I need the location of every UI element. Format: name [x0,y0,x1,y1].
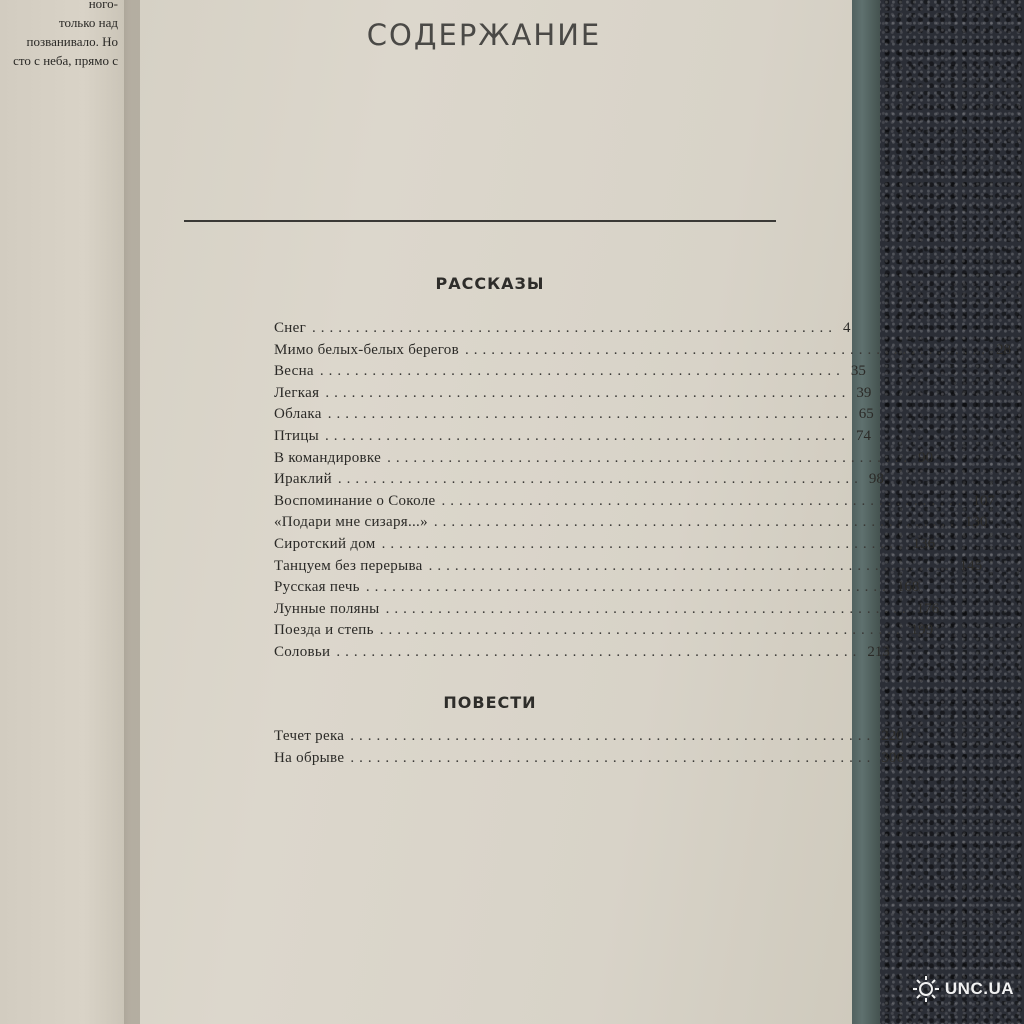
toc-entry [274,534,936,556]
left-page-line: позванивало. Но [26,34,118,49]
toc-leader-dots: ............................................................ [350,728,876,744]
toc-entry [274,469,884,491]
section-heading-stories: РАССКАЗЫ [435,274,545,293]
toc-entry-page: 39 [856,384,872,401]
toc-entry-page: 74 [856,427,872,444]
toc-entry [274,491,995,513]
toc-entry-title: Русская печь [274,579,360,596]
toc-entry-page: 107 [972,492,995,509]
toc-entry [274,318,851,340]
watermark-text: UNC.UA [944,979,1014,998]
toc-leader-dots: ............................................................ [327,406,853,423]
toc-entry-page: 220 [881,728,904,744]
toc-entry-page: 35 [850,363,866,380]
left-page [0,0,140,1024]
left-page-line: только над [58,15,118,30]
toc-entry-page: 28 [995,341,1011,358]
toc-entry-page: 176 [916,600,940,617]
toc-entry [274,726,904,748]
toc-entry [274,577,920,599]
toc-entry-title: Мимо белых-белых берегов [274,341,459,358]
toc-entry-title: «Подари мне сизаря...» [274,514,428,531]
toc-entry-title: Весна [274,363,314,380]
toc-entry-title: Сиротский дом [274,535,376,552]
toc-entry-title: Соловьи [274,643,331,660]
toc-leader-dots: ............................................................ [381,535,907,552]
toc-entry-title: Лунные поляны [274,600,380,617]
toc-entry-title: Птицы [274,427,320,444]
left-page-line: сто с неба, прямо с [13,53,118,68]
toc-leader-dots: ............................................................ [464,341,990,358]
toc-leader-dots: ............................................................ [433,514,959,531]
toc-entry [274,340,1011,362]
title-divider [184,220,776,222]
toc-leader-dots: ............................................................ [325,427,851,444]
toc-leader-dots: ............................................................ [385,600,911,617]
toc-leader-dots: ............................................................ [428,557,954,574]
toc-entry-title: Воспоминание о Соколе [274,492,436,509]
toc-entry-title: Легкая [274,384,320,401]
toc-entry-title: В командировке [274,449,382,466]
toc-leader-dots: ............................................................ [336,643,862,660]
toc-entry-title: Ираклий [274,471,332,488]
toc-entry-title: Течет река [274,728,345,744]
toc-leader-dots: ............................................................ [325,384,851,401]
toc-entry [274,448,934,470]
toc-leader-dots: ............................................................ [365,579,891,596]
toc-entry-page: 136 [912,535,936,552]
toc-entry [274,383,872,405]
toc-entry [274,620,934,642]
toc-leader-dots: ............................................................ [441,492,967,509]
toc-entry-page: 130 [964,514,988,531]
toc-entry [274,642,890,664]
toc-entry [274,512,988,534]
toc-entry-page: 65 [858,406,874,423]
toc-entry [274,426,872,448]
toc-entry-title: На обрыве [274,749,345,766]
toc-entry-title: Снег [274,320,307,336]
toc-entry-title: Поезда и степь [274,622,374,639]
page-title: СОДЕРЖАНИЕ [366,18,602,52]
toc-entry-page: 4 [843,320,851,336]
toc-entry-page: 306 [881,749,904,766]
left-page-text [0,0,134,70]
toc-leader-dots: ............................................................ [312,320,838,336]
toc-entry [274,748,904,770]
watermark [911,974,1014,1004]
toc-leader-dots: ............................................................ [387,449,913,466]
toc-leader-dots: ............................................................ [379,622,905,639]
toc-entry-page: 213 [867,643,890,660]
toc-leader-dots: ............................................................ [337,471,863,488]
toc-entry-page: 90 [918,449,934,466]
toc-list-novellas [274,726,904,769]
toc-entry-title: Облака [274,406,322,423]
toc-entry [274,599,940,621]
toc-leader-dots: ............................................................ [350,749,876,766]
toc-leader-dots: ............................................................ [319,363,845,380]
toc-entry-page: 168 [896,579,920,596]
toc-entry-page: 145 [959,557,983,574]
toc-entry [274,556,983,578]
sun-logo-icon [911,974,941,1004]
toc-entry-page: 199 [910,622,934,639]
toc-entry-page: 98 [868,471,884,488]
toc-entry [274,404,874,426]
toc-list-stories [274,318,1011,664]
section-heading-novellas: ПОВЕСТИ [443,693,537,712]
toc-entry [274,361,866,383]
toc-entry-title: Танцуем без перерыва [274,557,423,574]
left-page-line: ного- [88,0,118,11]
